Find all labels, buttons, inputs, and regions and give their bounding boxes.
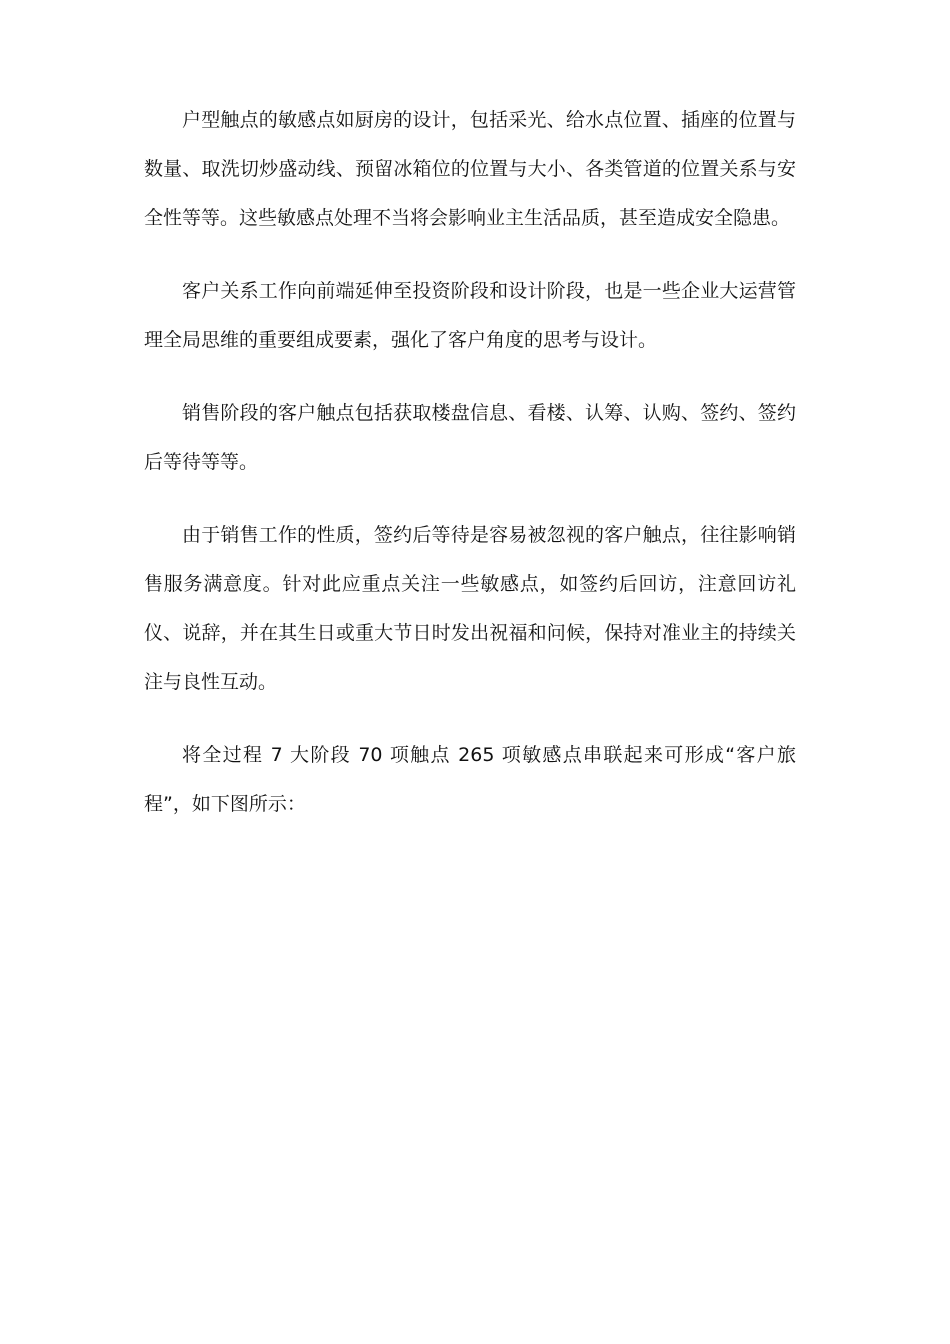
paragraph-customer-relations: 客户关系工作向前端延伸至投资阶段和设计阶段，也是一些企业大运营管理全局思维的重要组成要素，强化了客户角度的思考与设计。 (144, 280, 796, 351)
document-body (144, 96, 796, 853)
paragraph-kitchen-design: 户型触点的敏感点如厨房的设计，包括采光、给水点位置、插座的位置与数量、取洗切炒盛动线、预留冰箱位的位置与大小、各类管道的位置关系与安全性等等。这些敏感点处理不当将会影响业主生活品质，甚至造成安全隐患。 (144, 109, 796, 229)
paragraph-customer-journey: 将全过程 7 大阶段 70 项触点 265 项敏感点串联起来可形成“客户旅程”，如下图所示： (144, 744, 796, 815)
paragraph-post-signing: 由于销售工作的性质，签约后等待是容易被忽视的客户触点，往往影响销售服务满意度。针对此应重点关注一些敏感点，如签约后回访，注意回访礼仪、说辞，并在其生日或重大节日时发出祝福和问候，保持对准业主的持续关注与良性互动。 (144, 524, 796, 693)
paragraph-sales-touchpoints: 销售阶段的客户触点包括获取楼盘信息、看楼、认筹、认购、签约、签约后等待等等。 (144, 402, 796, 473)
